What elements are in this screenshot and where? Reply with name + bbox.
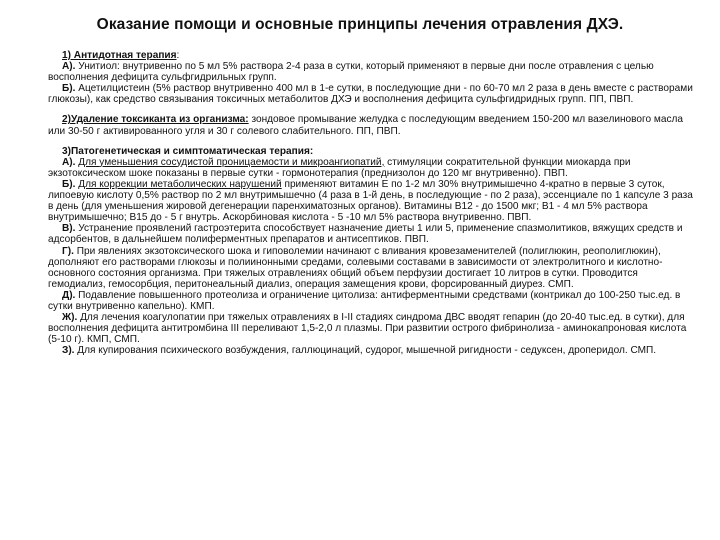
section-3-heading [48, 146, 698, 157]
section-3-item-zh-text: Для лечения коагулопатии при тяжелых отравлениях в I-II стадиях синдрома ДВС вводят гепарин (до 20-40 тыс.ед. в сутки), для восполнения дефицита антитромбина III переливают 1,5-2,0 л плазмы. При развитии острого фибринолиза - аминокапроновая кислота (5-10 г). КМП, СМП. [48, 312, 687, 346]
section-2-paragraph [48, 114, 698, 136]
section-3-item-b-underlined: Для коррекции метаболических нарушений [78, 178, 282, 190]
section-3-item-v-text: Устранение проявлений гастроэтерита способствует назначение диеты 1 или 5, применение спазмолитиков, вяжущих средств и адсорбентов, в дальнейшем полиферментных препаратов и антисептиков. ПВП. [48, 223, 683, 246]
section-3-item-a-text: стимуляции сократительной функции миокарда при экзотоксическом шоке показаны в первые сутки - гормонотерапия (преднизолон до 120 мг внутривенно). ПВП. [48, 156, 631, 179]
section-2-heading: 2)Удаление токсиканта из организма: [62, 114, 249, 126]
section-1-heading-text: 1) Антидотная терапия [62, 50, 177, 61]
section-3-item-a-lead: А). [62, 156, 79, 168]
section-3-item-d [48, 290, 698, 312]
section-3-item-z-text: Для купирования психического возбуждения, галлюцинаций, судорог, мышечной ригидности - седуксен, дроперидол. СМП. [77, 345, 657, 357]
section-3-item-v [48, 223, 698, 245]
section-3-item-g [48, 246, 698, 290]
section-3-item-b [48, 179, 698, 223]
section-3-item-zh-lead: Ж). [62, 312, 81, 324]
section-3-item-z [48, 345, 698, 356]
section-3-item-v-lead: В). [62, 223, 79, 235]
section-2-text: зондовое промывание желудка с последующим введением 150-200 мл вазелинового масла или 30-50 г активированного угля и 30 г солевого слабительного. ПП, ПВП. [48, 114, 684, 137]
section-3-item-g-text: При явлениях экзотоксического шока и гиповолемии начинают с вливания кровезаменителей (полиглюкин, реополиглюкин), дополняют его растворами глюкозы и полиинонными средами, солевыми составами в зависимости от электролитного и кислотно-основного состояния организма. При тяжелых отравлениях общий объем перфузии достигает 10 литров в сутки. Проводится гемодиализ, гемосорбция, перитонеальный диализ, операция замещения крови, форсированный диурез. СМП. [48, 245, 663, 290]
section-1-item-a-lead: А). [62, 61, 79, 73]
section-1-item-b [48, 83, 698, 105]
section-1-item-a [48, 61, 698, 83]
section-1-heading [48, 50, 698, 61]
section-3-item-z-lead: З). [62, 345, 78, 357]
section-1-item-b-text: Ацетилцистеин (5% раствор внутривенно 400 мл в 1-е сутки, в последующие дни - по 60-70 мл 2 раза в день вместе с растворами глюкозы), как средство связывания токсичных метаболитов ДХЭ и восполнения дефицита сульфгидридных групп. ПП, ПВП. [48, 83, 693, 106]
section-3-item-b-text: применяют витамин Е по 1-2 мл 30% внутримышечно 4-кратно в первые 3 суток, липоевую кислоту 0,5% раствор по 2 мл внутримышечно (4 раза в 1-й день, в последующие - по 2 раза), эссенциале по 1 капсуле 3 раза в день (для уменьшения жировой дегенерации паренхиматозных органов). Витамины В12 - до 1500 мкг; В1 - 4 мл 5% раствора внутримышечно; В15 до - 5 г внутрь. Аскорбиновая кислота - 5 -10 мл 5% раствора внутривенно. ПВП. [48, 178, 693, 224]
section-1-item-a-text: Унитиол: внутривенно по 5 мл 5% раствора 2-4 раза в сутки, который применяют в первые дни после отравления с целью восполнения дефицита сульфгидрильных групп. [48, 61, 654, 84]
section-3-item-d-text: Подавление повышенного протеолиза и ограничение цитолиза: антиферментными средствами (контрикал до 100-250 тыс.ед. в сутки внутривенно капельно). КМП. [48, 289, 681, 312]
document-body [48, 50, 698, 356]
section-1-heading-colon: : [176, 50, 180, 61]
section-1-item-b-lead: Б). [62, 83, 79, 95]
section-3-item-zh [48, 312, 698, 345]
section-3-item-a [48, 157, 698, 179]
section-3-item-d-lead: Д). [62, 289, 79, 301]
page-title: Оказание помощи и основные принципы лечения отравления ДХЭ. [96, 16, 624, 33]
section-3-heading-text: 3)Патогенетическая и симптоматическая терапия: [62, 145, 314, 157]
section-3-item-g-lead: Г). [62, 245, 77, 257]
section-3-item-b-lead: Б). [62, 178, 79, 190]
section-3-item-a-underlined: Для уменьшения сосудистой проницаемости и микроангиопатий, [78, 156, 385, 168]
